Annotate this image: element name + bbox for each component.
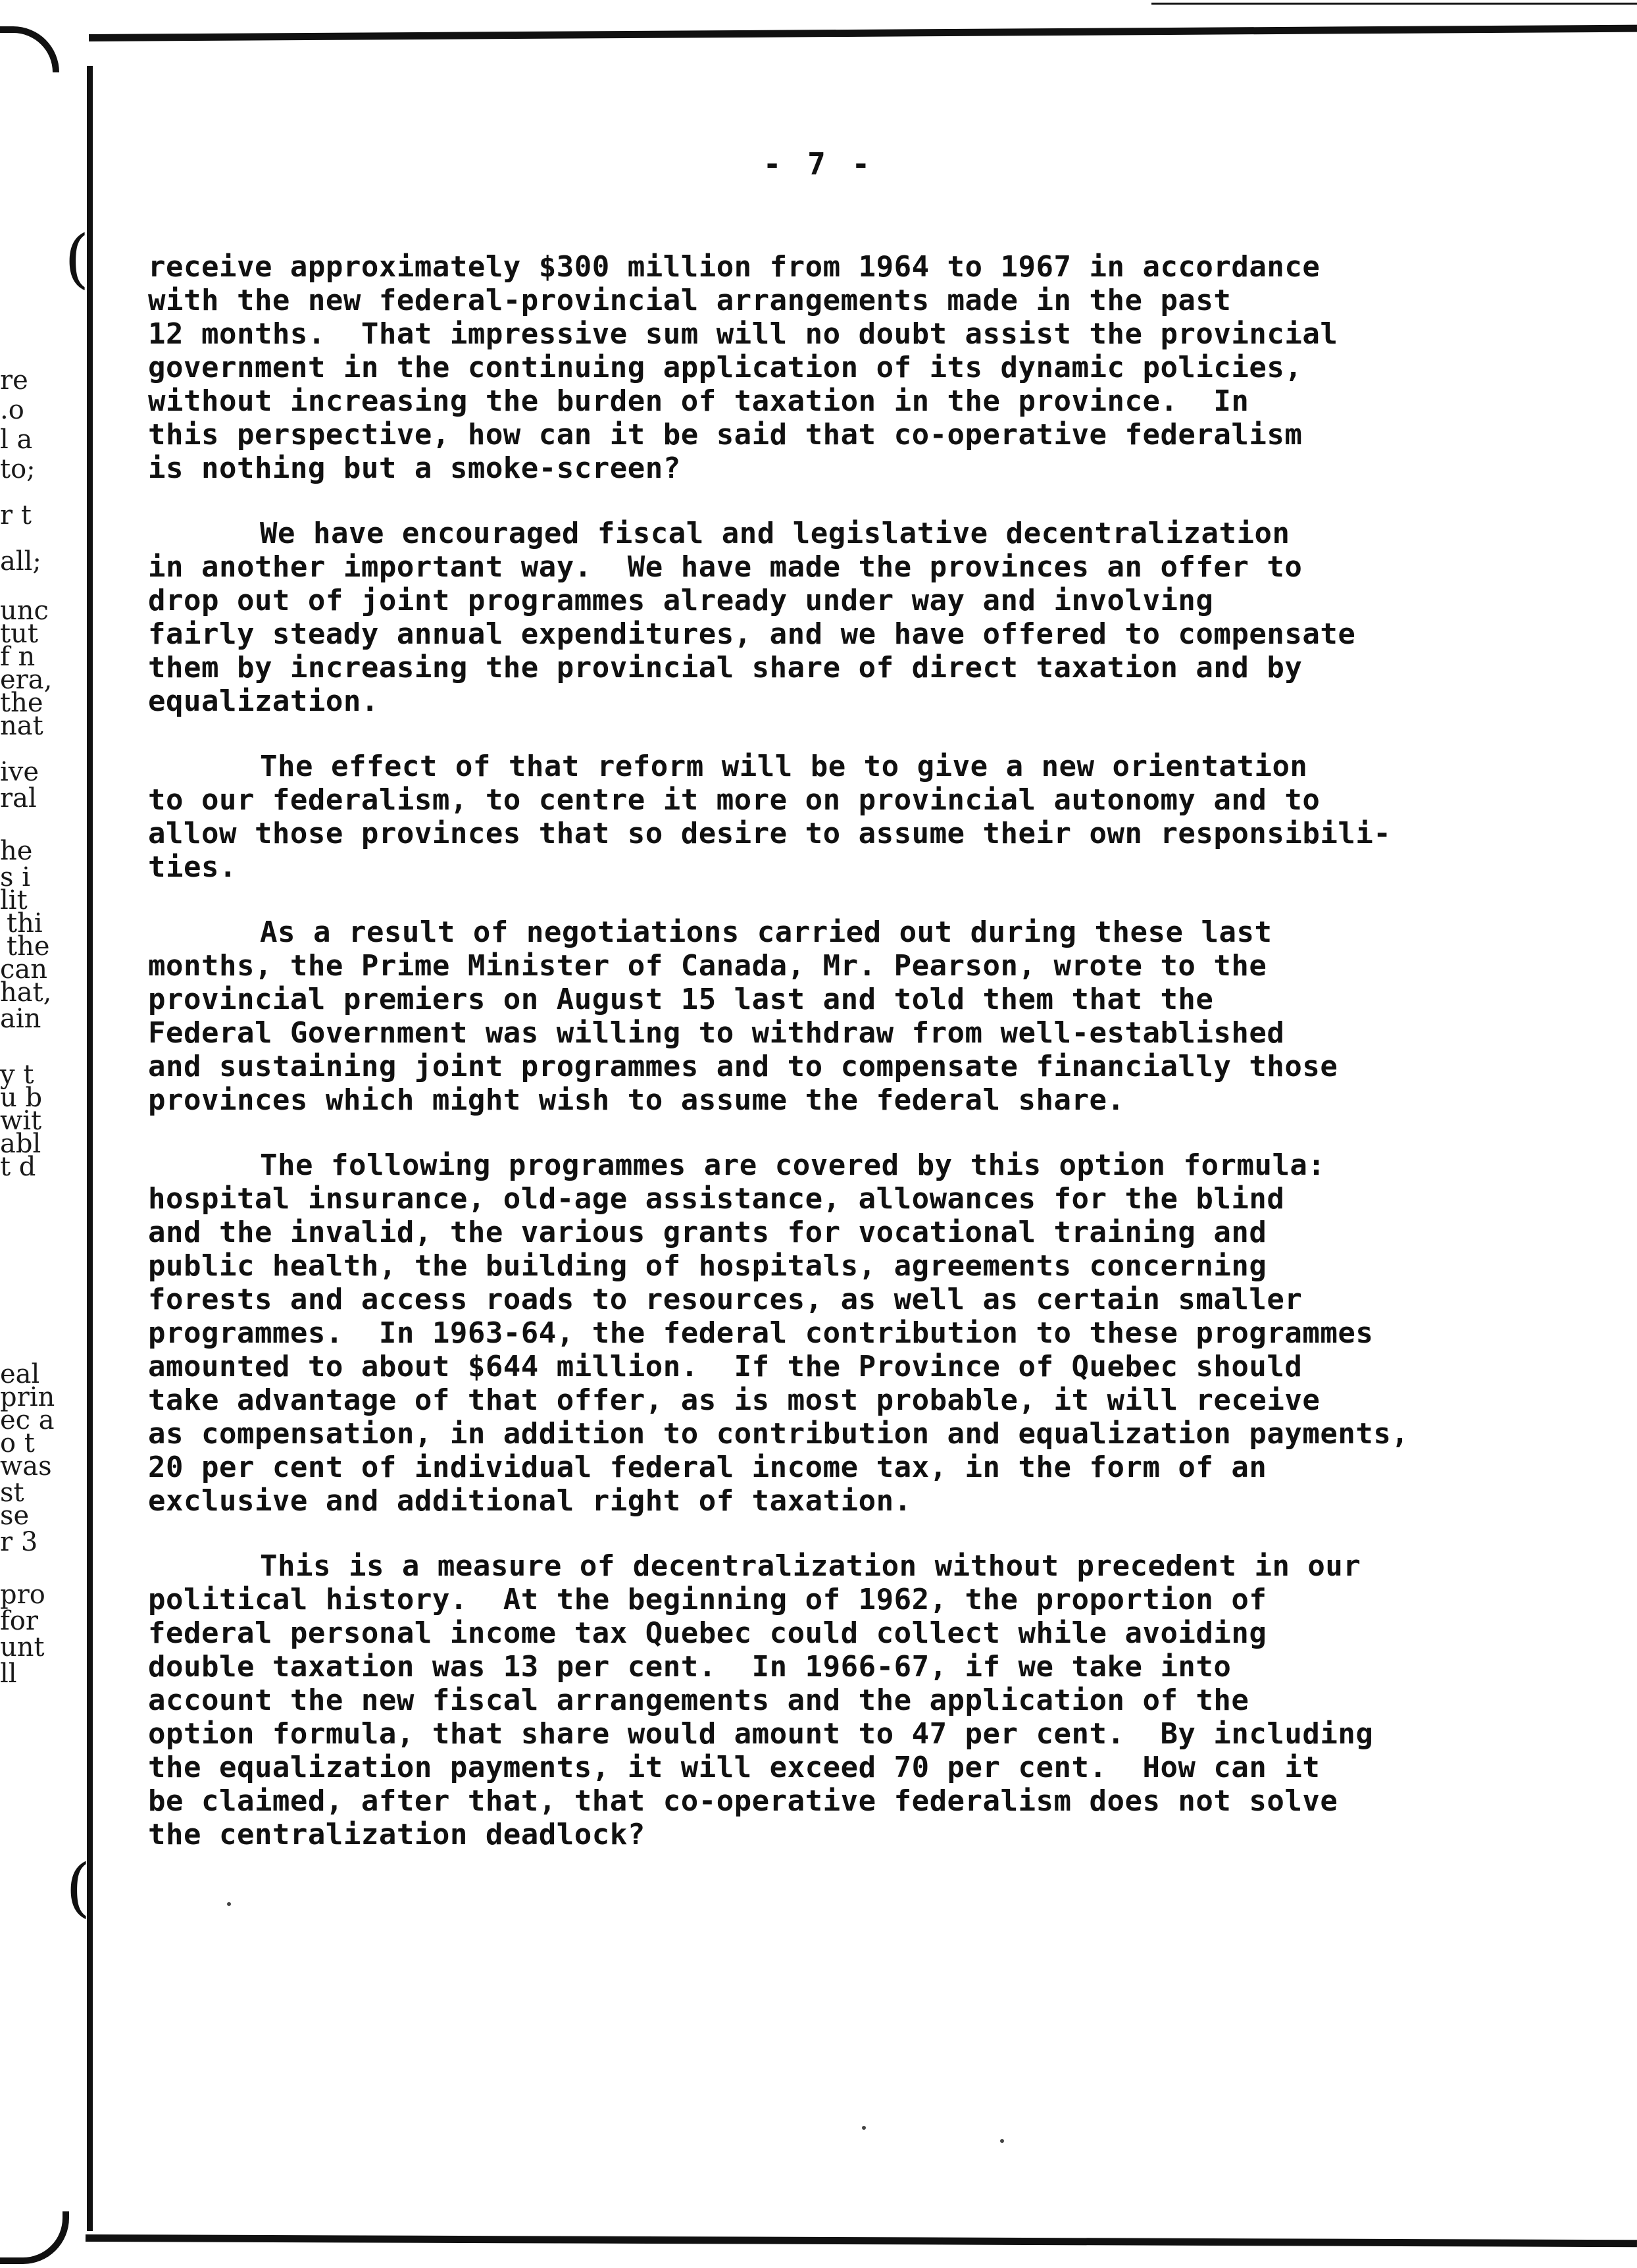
text-line: forests and access roads to resources, as well as certain smaller: [148, 1283, 1303, 1316]
text-line: account the new fiscal arrangements and the application of the: [148, 1684, 1249, 1717]
bleed-fragment: o t: [0, 1428, 35, 1458]
text-line: 12 months. That impressive sum will no doubt assist the provincial: [148, 317, 1338, 351]
adjacent-page-bleed: [0, 0, 84, 2268]
bottom-border-rule: [86, 2234, 1637, 2247]
text-line: ties.: [148, 850, 237, 884]
text-line: amounted to about $644 million. If the Province of Quebec should: [148, 1350, 1303, 1383]
text-line: government in the continuing application of its dynamic policies,: [148, 351, 1303, 384]
text-line: exclusive and additional right of taxation.: [148, 1484, 912, 1518]
paragraph: [148, 1549, 1622, 1851]
scan-speck: [1000, 2139, 1004, 2143]
left-bracket-mark: (: [66, 1851, 91, 1924]
paragraph: [148, 250, 1622, 485]
text-line: double taxation was 13 per cent. In 1966-67, if we take into: [148, 1650, 1232, 1684]
paragraph: [148, 750, 1622, 884]
bleed-fragment: for: [0, 1606, 39, 1636]
text-line: them by increasing the provincial share of direct taxation and by: [148, 651, 1303, 684]
bleed-fragment: all;: [0, 546, 41, 577]
text-line: as compensation, in addition to contribution and equalization payments,: [148, 1417, 1409, 1451]
bleed-fragment: abl: [0, 1129, 41, 1159]
bleed-fragment: pro: [0, 1580, 45, 1610]
text-line: public health, the building of hospitals, agreements concerning: [148, 1249, 1267, 1283]
bleed-fragment: to;: [0, 454, 36, 484]
text-line: take advantage of that offer, as is most probable, it will receive: [148, 1383, 1321, 1417]
paragraph: [148, 517, 1622, 718]
bleed-fragment: he: [0, 836, 33, 866]
top-thin-rule: [1151, 3, 1637, 5]
document-body: [148, 250, 1622, 1883]
text-line: This is a measure of decentralization without precedent in our: [260, 1549, 1361, 1583]
bleed-fragment: r 3: [0, 1527, 38, 1557]
bleed-fragment: ain: [0, 1004, 41, 1034]
bleed-fragment: nat: [0, 711, 43, 741]
bleed-fragment: wit: [0, 1106, 42, 1136]
bleed-fragment: ive: [0, 757, 39, 787]
text-line: equalization.: [148, 684, 379, 718]
bleed-fragment: thi: [7, 908, 43, 939]
top-border-rule: [89, 25, 1637, 41]
text-line: without increasing the burden of taxation in the province. In: [148, 384, 1249, 418]
bleed-fragment: unc: [0, 596, 49, 626]
bleed-fragment: the: [7, 931, 50, 962]
text-line: The effect of that reform will be to give a new orientation: [260, 750, 1308, 783]
bleed-fragment: l a: [0, 425, 33, 455]
paragraph: [148, 915, 1622, 1117]
text-line: allow those provinces that so desire to assume their own responsibili-: [148, 817, 1392, 850]
left-bracket-mark: (: [64, 222, 89, 296]
text-line: months, the Prime Minister of Canada, Mr. Pearson, wrote to the: [148, 949, 1267, 983]
text-line: and the invalid, the various grants for vocational training and: [148, 1216, 1267, 1249]
bleed-fragment: tut: [0, 619, 38, 649]
bleed-fragment: lit: [0, 885, 28, 915]
text-line: provinces which might wish to assume the federal share.: [148, 1083, 1125, 1117]
bleed-fragment: ll: [0, 1659, 17, 1689]
text-line: and sustaining joint programmes and to compensate financially those: [148, 1050, 1338, 1083]
text-line: programmes. In 1963-64, the federal contribution to these programmes: [148, 1316, 1374, 1350]
text-line: be claimed, after that, that co-operative federalism does not solve: [148, 1784, 1338, 1818]
bleed-fragment: t d: [0, 1152, 36, 1182]
scan-speck: [227, 1902, 231, 1906]
text-line: We have encouraged fiscal and legislative decentralization: [260, 517, 1290, 550]
text-line: fairly steady annual expenditures, and we have offered to compensate: [148, 617, 1356, 651]
text-line: 20 per cent of individual federal income tax, in the form of an: [148, 1451, 1267, 1484]
bleed-fragment: .o: [0, 395, 24, 425]
bleed-fragment: f n: [0, 642, 36, 672]
text-line: the centralization deadlock?: [148, 1818, 645, 1851]
text-line: provincial premiers on August 15 last and told them that the: [148, 983, 1214, 1016]
scan-speck: [862, 2126, 866, 2130]
text-line: drop out of joint programmes already under way and involving: [148, 584, 1214, 617]
bleed-fragment: can: [0, 954, 48, 985]
text-line: the equalization payments, it will exceed 70 per cent. How can it: [148, 1751, 1321, 1784]
bleed-fragment: st: [0, 1478, 24, 1508]
bleed-fragment: y t: [0, 1060, 34, 1090]
text-line: this perspective, how can it be said that co-operative federalism: [148, 418, 1303, 451]
paragraph: [148, 1148, 1622, 1518]
text-line: in another important way. We have made the provinces an offer to: [148, 550, 1303, 584]
bleed-fragment: ral: [0, 783, 37, 813]
bleed-fragment: s i: [0, 862, 31, 892]
bleed-fragment: eal: [0, 1359, 40, 1389]
text-line: is nothing but a smoke-screen?: [148, 451, 681, 485]
bleed-fragment: se: [0, 1501, 30, 1531]
text-line: to our federalism, to centre it more on provincial autonomy and to: [148, 783, 1321, 817]
text-line: As a result of negotiations carried out during these last: [260, 915, 1272, 949]
text-line: Federal Government was willing to withdraw from well-established: [148, 1016, 1285, 1050]
bleed-fragment: the: [0, 688, 43, 718]
bleed-fragment: prin: [0, 1382, 55, 1412]
bleed-fragment: ec a: [0, 1405, 55, 1435]
text-line: hospital insurance, old-age assistance, allowances for the blind: [148, 1182, 1285, 1216]
bleed-fragment: r t: [0, 500, 32, 530]
text-line: political history. At the beginning of 1962, the proportion of: [148, 1583, 1267, 1616]
text-line: receive approximately $300 million from 1964 to 1967 in accordance: [148, 250, 1321, 284]
bleed-fragment: hat,: [0, 977, 52, 1008]
text-line: option formula, that share would amount to 47 per cent. By including: [148, 1717, 1374, 1751]
bleed-fragment: era,: [0, 665, 53, 695]
text-line: The following programmes are covered by this option formula:: [260, 1148, 1326, 1182]
page-number: - 7 -: [763, 146, 874, 182]
bleed-fragment: re: [0, 365, 28, 396]
bleed-fragment: unt: [0, 1632, 45, 1662]
text-line: federal personal income tax Quebec could collect while avoiding: [148, 1616, 1267, 1650]
bleed-fragment: u b: [0, 1083, 43, 1113]
text-line: with the new federal-provincial arrangements made in the past: [148, 284, 1232, 317]
bleed-fragment: was: [0, 1451, 52, 1482]
